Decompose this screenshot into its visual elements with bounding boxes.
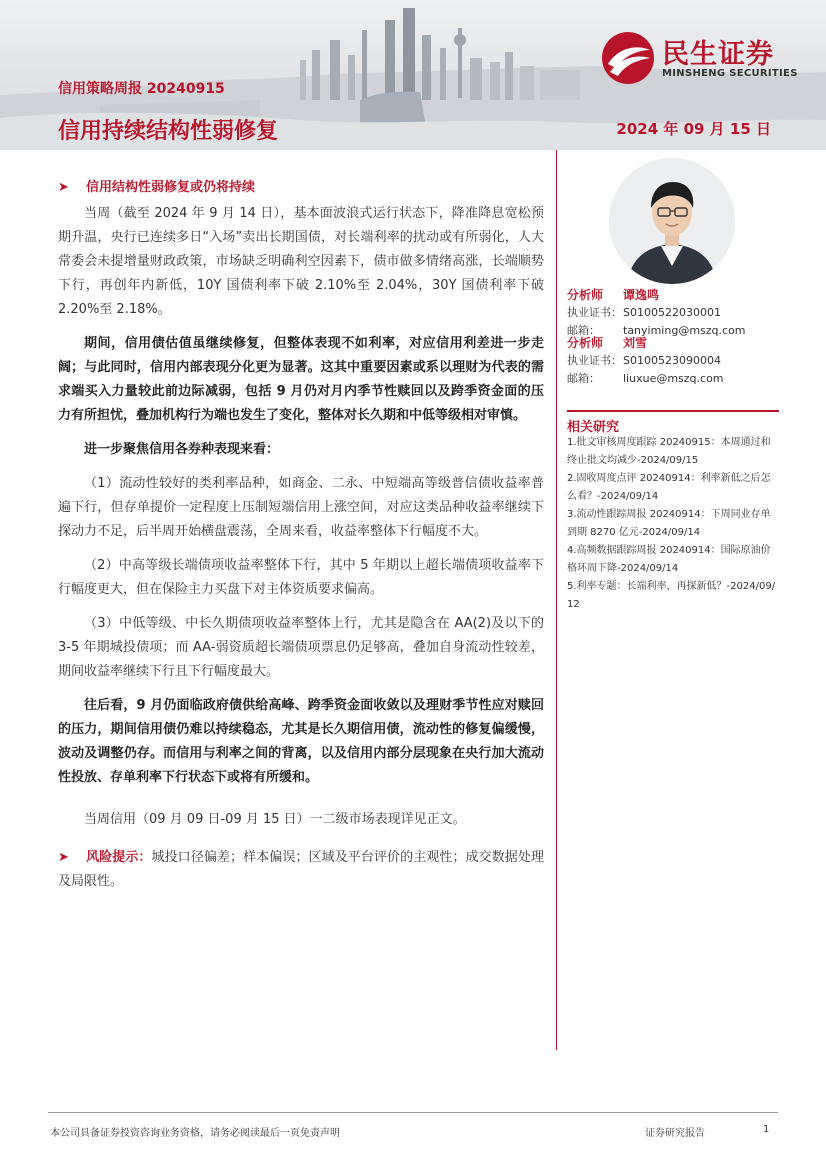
analyst-photo-icon — [609, 158, 735, 284]
email-link[interactable]: tanyiming@mszq.com — [623, 324, 746, 337]
company-logo — [600, 30, 805, 86]
paragraph-8: 当周信用（09 月 09 日-09 月 15 日）一二级市场表现详见正文。 — [84, 812, 466, 827]
analyst-name: 刘雪 — [623, 336, 648, 350]
paragraph-6: （3）中低等级、中长久期债项收益率整体上行，尤其是隐含在 AA(2)及以下的 3-5 年期城投债项；而 AA-弱资质超长端债项票息仍足够高，叠加自身流动性较差，期间收益率继续下行且下行幅度最大。 — [58, 616, 544, 679]
email-label: 邮箱： — [567, 324, 600, 337]
email-link[interactable]: liuxue@mszq.com — [623, 372, 724, 385]
analyst-1 — [567, 286, 779, 340]
column-divider — [556, 150, 557, 1050]
related-item[interactable]: 5.利率专题：长端利率，再探新低？-2024/09/12 — [567, 581, 776, 610]
related-item[interactable]: 2.固收周度点评 20240914：利率新低之后怎么看？-2024/09/14 — [567, 473, 771, 502]
logo-english-name: MINSHENG SECURITIES — [662, 68, 798, 79]
cert-number: S0100523090004 — [623, 354, 721, 367]
paragraph-7: 往后看，9 月仍面临政府债供给高峰、跨季资金面收敛以及理财季节性应对赎回的压力，期间信用债仍难以持续稳态，尤其是长久期信用债，流动性的修复偏缓慢，波动及调整仍存。而信用与利率之间的背离，以及信用内部分层现象在央行加大流动性投放、存单利率下行状态下或将有所缓和。 — [58, 698, 544, 785]
paragraph-3: 进一步聚焦信用各券种表现来看： — [84, 442, 280, 457]
cert-label: 执业证书： — [567, 354, 622, 367]
cert-label: 执业证书： — [567, 306, 622, 319]
paragraph-2: 期间，信用债估值虽继续修复，但整体表现不如利率，对应信用利差进一步走阔；与此同时，信用内部表现分化更为显著。这其中重要因素或系以理财为代表的需求端买入力量较此前边际减弱，包括 9 月仍对月内季节性赎回以及跨季资金面的压力有所担忧，叠加机构行为端也发生了变化，整体对长久期和中低等级相对审慎。 — [58, 336, 544, 423]
analyst-name: 谭逸鸣 — [623, 288, 660, 302]
cert-number: S0100522030001 — [623, 306, 721, 319]
related-item[interactable]: 4.高频数据跟踪周报 20240914：国际原油价格环周下降-2024/09/14 — [567, 545, 771, 574]
report-summary — [58, 176, 544, 904]
section-heading: ➤ 信用结构性弱修复或仍将持续 — [58, 176, 544, 200]
email-label: 邮箱： — [567, 372, 600, 385]
footer-disclaimer: 本公司具备证券投资咨询业务资格，请务必阅读最后一页免责声明 — [50, 1128, 340, 1139]
analyst-avatar — [609, 158, 735, 284]
bullet-arrow-icon: ➤ — [58, 850, 69, 865]
minsheng-logo-icon — [600, 30, 656, 86]
analyst-2 — [567, 334, 779, 388]
related-research-heading: 相关研究 — [567, 410, 779, 435]
logo-name: 民生证券 — [662, 39, 774, 70]
footer-divider — [48, 1112, 778, 1113]
analyst-role: 分析师 — [567, 336, 604, 350]
related-item[interactable]: 1.批文审核周度跟踪 20240915：本周通过和终止批文均减少-2024/09/15 — [567, 437, 771, 466]
report-date: 2024 年 09 月 15 日 — [616, 120, 771, 138]
report-header — [0, 0, 826, 150]
risk-label: 风险提示： — [86, 850, 152, 865]
report-title: 信用持续结构性弱修复 — [58, 119, 279, 144]
related-research-list — [567, 434, 779, 614]
paragraph-1: 当周（截至 2024 年 9 月 14 日），基本面波浪式运行状态下，降准降息宽松预期升温，央行已连续多日“入场”卖出长期国债，对长端利率的扰动或有所弱化，人大常委会未提增量财政政策，市场缺乏明确利空因素下，债市做多情绪高涨，长端顺势下行，再创年内新低，10Y 国债利率下破 2.10%至 2.04%，30Y 国债利率下破 2.20%至 2.18%。 — [58, 206, 544, 317]
page-number: 1 — [763, 1124, 770, 1135]
footer-category: 证券研究报告 — [645, 1128, 705, 1139]
risk-text: 城投口径偏差；样本偏误；区域及平台评价的主观性；成交数据处理及局限性。 — [58, 850, 544, 889]
risk-warning — [58, 846, 544, 894]
paragraph-5: （2）中高等级长端债项收益率整体下行，其中 5 年期以上超长端债项收益率下行幅度更大，但在保险主力买盘下对主体资质要求偏高。 — [58, 558, 544, 597]
related-item[interactable]: 3.流动性跟踪周报 20240914：下周同业存单到期 8270 亿元-2024/09/14 — [567, 509, 771, 538]
bullet-arrow-icon: ➤ — [58, 180, 69, 195]
analyst-role: 分析师 — [567, 288, 604, 302]
paragraph-4: （1）流动性较好的类利率品种，如商金、二永、中短端高等级普信债收益率普遍下行，但存单提价一定程度上压制短端信用上涨空间，对应这类品种收益率继续下探动力不足，后半周开始横盘震荡，全周来看，收益率整体下行幅度不大。 — [58, 476, 544, 539]
report-series: 信用策略周报 20240915 — [58, 81, 225, 97]
